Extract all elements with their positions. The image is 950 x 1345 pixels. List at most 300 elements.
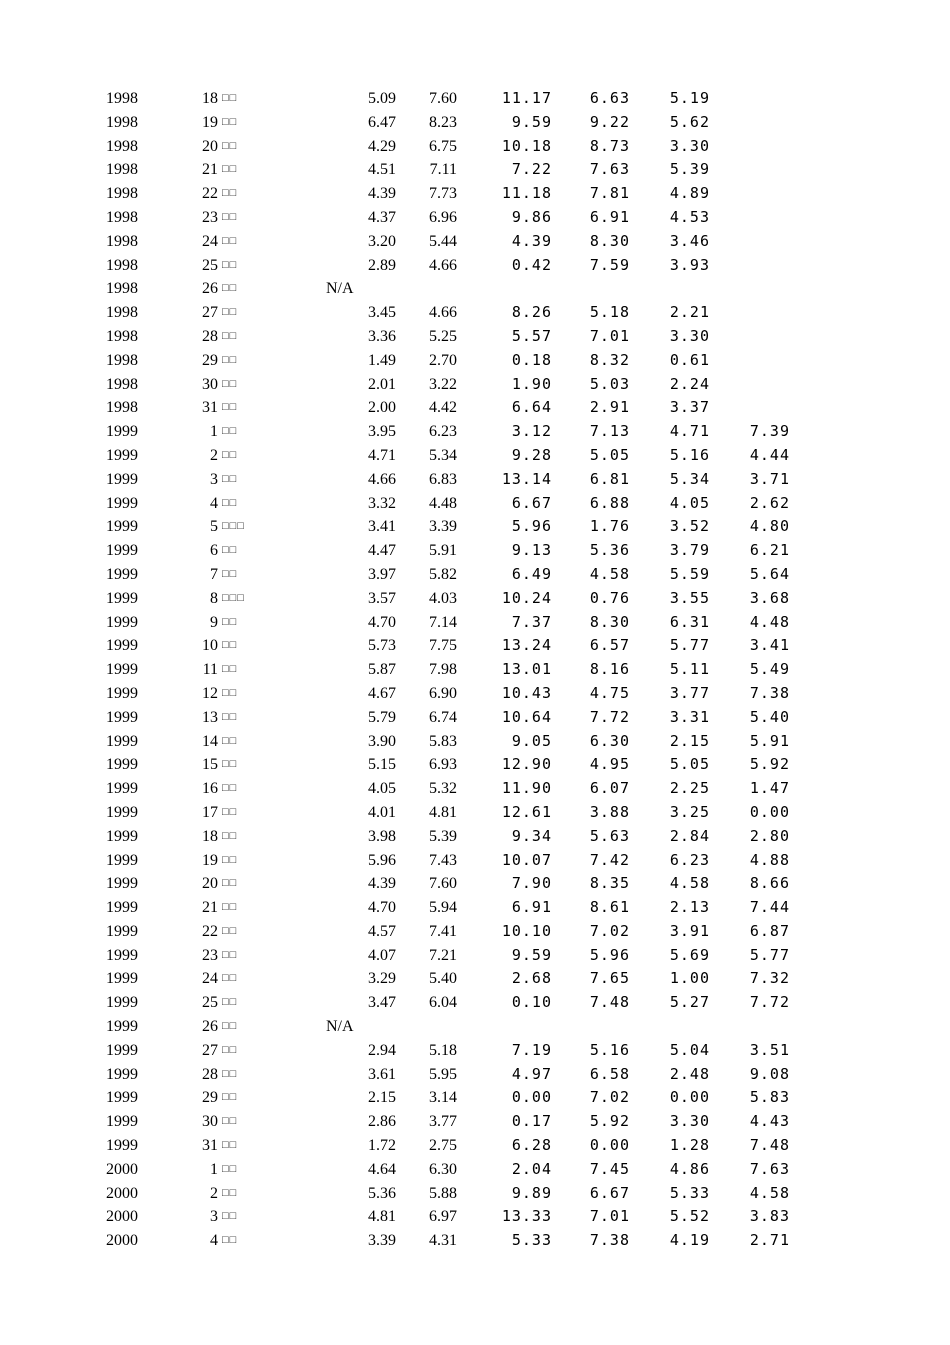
value-cell-4: 5.18 [589, 303, 630, 322]
value-cell-2: 7.11 [429, 161, 457, 179]
value-cell-3: 9.05 [511, 731, 552, 750]
value-cell-5: 3.30 [669, 1112, 710, 1131]
value-cell-2: 6.74 [429, 708, 457, 726]
year-cell: 1998 [106, 280, 138, 298]
value-cell-6: 8.66 [749, 874, 790, 893]
day-cell: 31 [202, 1137, 218, 1155]
table-row [0, 515, 950, 539]
value-cell-1: 3.20 [368, 232, 396, 250]
day-cell: 21 [202, 161, 218, 179]
day-cell: 1 [210, 423, 218, 441]
value-cell-2: 6.97 [429, 1208, 457, 1226]
table-row [0, 420, 950, 444]
table-row [0, 753, 950, 777]
table-row [0, 492, 950, 516]
value-cell-5: 3.37 [669, 398, 710, 417]
table-row [0, 587, 950, 611]
value-cell-3: 0.17 [511, 1112, 552, 1131]
value-cell-3: 4.39 [511, 231, 552, 250]
day-cell: 8 [210, 589, 218, 607]
year-cell: 2000 [106, 1208, 138, 1226]
value-cell-3: 9.86 [511, 207, 552, 226]
value-cell-5: 5.62 [669, 112, 710, 131]
day-suffix-cell: □□ [222, 472, 238, 485]
value-cell-1: 5.36 [368, 1184, 396, 1202]
value-cell-6: 3.71 [749, 469, 790, 488]
value-cell-3: 10.64 [501, 707, 552, 726]
value-cell-5: 5.16 [669, 445, 710, 464]
value-cell-1: 2.15 [368, 1089, 396, 1107]
table-row [0, 349, 950, 373]
year-cell: 2000 [106, 1232, 138, 1250]
value-cell-6: 4.58 [749, 1183, 790, 1202]
year-cell: 1998 [106, 185, 138, 203]
value-cell-3: 9.34 [511, 826, 552, 845]
table-row [0, 301, 950, 325]
value-cell-3: 9.28 [511, 445, 552, 464]
value-cell-4: 7.38 [589, 1231, 630, 1250]
year-cell: 1999 [106, 613, 138, 631]
day-cell: 12 [202, 684, 218, 702]
table-row [0, 967, 950, 991]
value-cell-4: 0.76 [589, 588, 630, 607]
value-cell-4: 6.88 [589, 493, 630, 512]
value-cell-6: 6.87 [749, 921, 790, 940]
value-cell-1: 5.73 [368, 637, 396, 655]
day-suffix-cell: □□ [222, 1139, 238, 1152]
value-cell-3: 3.12 [511, 422, 552, 441]
year-cell: 1998 [106, 90, 138, 107]
value-cell-4: 6.30 [589, 731, 630, 750]
value-cell-2: 5.40 [429, 970, 457, 988]
day-suffix-cell: □□ [222, 115, 238, 128]
table-row [0, 444, 950, 468]
year-cell: 1999 [106, 1137, 138, 1155]
day-suffix-cell: □□ [222, 710, 238, 723]
day-suffix-cell: □□□ [222, 520, 245, 533]
value-cell-5: 3.31 [669, 707, 710, 726]
value-cell-1: 4.70 [368, 899, 396, 917]
value-cell-5: 3.91 [669, 921, 710, 940]
value-cell-4: 6.63 [589, 89, 630, 107]
value-cell-6: 6.21 [749, 541, 790, 560]
value-cell-3: 6.49 [511, 564, 552, 583]
value-cell-5: 6.31 [669, 612, 710, 631]
day-cell: 4 [210, 1232, 218, 1250]
value-cell-2: 6.93 [429, 756, 457, 774]
day-cell: 24 [202, 970, 218, 988]
value-cell-6: 0.00 [749, 802, 790, 821]
day-cell: 27 [202, 1041, 218, 1059]
value-cell-3: 6.91 [511, 898, 552, 917]
value-cell-2: 4.03 [429, 589, 457, 607]
value-cell-3: 10.18 [501, 136, 552, 155]
value-cell-1: 4.51 [368, 161, 396, 179]
year-cell: 1999 [106, 518, 138, 536]
year-cell: 1998 [106, 256, 138, 274]
year-cell: 1999 [106, 827, 138, 845]
day-cell: 18 [202, 827, 218, 845]
table-row [0, 1039, 950, 1063]
table-row [0, 206, 950, 230]
table-row [0, 944, 950, 968]
value-cell-5: 3.79 [669, 541, 710, 560]
day-suffix-cell: □□ [222, 1186, 238, 1199]
year-cell: 1999 [106, 1018, 138, 1036]
value-cell-5: 5.39 [669, 160, 710, 179]
value-cell-3: 0.00 [511, 1088, 552, 1107]
value-cell-1: 4.29 [368, 137, 396, 155]
year-cell: 1998 [106, 137, 138, 155]
value-cell-3: 13.14 [501, 469, 552, 488]
table-row [0, 730, 950, 754]
year-cell: 1999 [106, 994, 138, 1012]
value-cell-2: 7.98 [429, 661, 457, 679]
value-cell-4: 8.35 [589, 874, 630, 893]
table-row [0, 801, 950, 825]
value-cell-2: 5.83 [429, 732, 457, 750]
value-cell-4: 7.42 [589, 850, 630, 869]
value-cell-3: 9.89 [511, 1183, 552, 1202]
value-cell-4: 7.13 [589, 422, 630, 441]
value-cell-1: 3.61 [368, 1065, 396, 1083]
year-cell: 1999 [106, 780, 138, 798]
value-cell-4: 7.59 [589, 255, 630, 274]
day-suffix-cell: □□ [222, 329, 238, 342]
day-suffix-cell: □□ [222, 805, 238, 818]
value-cell-3: 7.90 [511, 874, 552, 893]
value-cell-1: 5.87 [368, 661, 396, 679]
value-cell-1: 4.70 [368, 613, 396, 631]
day-cell: 11 [202, 661, 218, 679]
value-cell-1: 4.57 [368, 922, 396, 940]
day-cell: 29 [202, 351, 218, 369]
value-cell-2: 5.94 [429, 899, 457, 917]
value-cell-4: 3.88 [589, 802, 630, 821]
value-cell-5: 4.89 [669, 184, 710, 203]
value-cell-5: 2.13 [669, 898, 710, 917]
value-cell-6: 5.91 [749, 731, 790, 750]
day-suffix-cell: □□ [222, 210, 238, 223]
day-cell: 7 [210, 565, 218, 583]
table-row [0, 1134, 950, 1158]
value-cell-2: 5.95 [429, 1065, 457, 1083]
value-cell-4: 5.63 [589, 826, 630, 845]
value-cell-1: 5.09 [368, 90, 396, 107]
table-row [0, 396, 950, 420]
value-cell-5: 5.34 [669, 469, 710, 488]
value-cell-6: 9.08 [749, 1064, 790, 1083]
value-cell-4: 7.48 [589, 993, 630, 1012]
value-cell-5: 5.77 [669, 636, 710, 655]
value-cell-2: 7.43 [429, 851, 457, 869]
value-cell-5: 5.27 [669, 993, 710, 1012]
year-cell: 1999 [106, 851, 138, 869]
day-cell: 6 [210, 542, 218, 560]
value-cell-5: 2.21 [669, 303, 710, 322]
value-cell-3: 0.18 [511, 350, 552, 369]
value-cell-3: 9.59 [511, 945, 552, 964]
value-cell-2: 4.66 [429, 256, 457, 274]
value-cell-3: 9.59 [511, 112, 552, 131]
value-cell-2: 5.88 [429, 1184, 457, 1202]
year-cell: 1998 [106, 113, 138, 131]
day-cell: 18 [202, 90, 218, 107]
day-suffix-cell: □□ [222, 924, 238, 937]
value-cell-1: 3.97 [368, 565, 396, 583]
day-cell: 16 [202, 780, 218, 798]
value-cell-4: 4.58 [589, 564, 630, 583]
value-cell-1: 3.90 [368, 732, 396, 750]
value-cell-1: 1.49 [368, 351, 396, 369]
value-cell-3: 13.24 [501, 636, 552, 655]
value-cell-2: 7.14 [429, 613, 457, 631]
day-cell: 2 [210, 446, 218, 464]
day-suffix-cell: □□ [222, 829, 238, 842]
value-cell-5: 0.61 [669, 350, 710, 369]
value-cell-2: 5.18 [429, 1041, 457, 1059]
value-cell-6: 3.51 [749, 1040, 790, 1059]
value-cell-6: 4.43 [749, 1112, 790, 1131]
year-cell: 1998 [106, 399, 138, 417]
day-cell: 19 [202, 851, 218, 869]
value-cell-5: 1.28 [669, 1136, 710, 1155]
value-cell-2: 7.41 [429, 922, 457, 940]
year-cell: 1998 [106, 208, 138, 226]
table-row [0, 1229, 950, 1253]
value-cell-3: 8.26 [511, 303, 552, 322]
value-cell-2: 6.96 [429, 208, 457, 226]
table-row [0, 611, 950, 635]
value-cell-5: 2.84 [669, 826, 710, 845]
value-cell-4: 0.00 [589, 1136, 630, 1155]
table-row [0, 1205, 950, 1229]
value-cell-4: 6.81 [589, 469, 630, 488]
value-cell-4: 8.73 [589, 136, 630, 155]
value-cell-1: 5.79 [368, 708, 396, 726]
day-suffix-cell: □□ [222, 996, 238, 1009]
day-cell: 23 [202, 946, 218, 964]
value-cell-4: 8.30 [589, 231, 630, 250]
data-table [0, 87, 950, 1253]
value-cell-4: 8.16 [589, 660, 630, 679]
table-row [0, 373, 950, 397]
table-row [0, 706, 950, 730]
value-cell-5: 2.48 [669, 1064, 710, 1083]
value-cell-4: 5.03 [589, 374, 630, 393]
year-cell: 1998 [106, 232, 138, 250]
day-cell: 28 [202, 327, 218, 345]
value-cell-3: 9.13 [511, 541, 552, 560]
day-cell: 30 [202, 375, 218, 393]
day-suffix-cell: □□ [222, 163, 238, 176]
value-cell-4: 2.91 [589, 398, 630, 417]
value-cell-3: 6.67 [511, 493, 552, 512]
day-suffix-cell: □□ [222, 663, 238, 676]
year-cell: 1999 [106, 946, 138, 964]
value-cell-3: 10.43 [501, 683, 552, 702]
value-cell-1: 4.05 [368, 780, 396, 798]
value-cell-2: 7.75 [429, 637, 457, 655]
value-cell-1: 4.01 [368, 803, 396, 821]
year-cell: 1999 [106, 589, 138, 607]
value-cell-5: 4.53 [669, 207, 710, 226]
value-cell-6: 2.80 [749, 826, 790, 845]
na-cell: N/A [326, 280, 354, 298]
value-cell-3: 11.17 [501, 89, 552, 107]
value-cell-4: 6.58 [589, 1064, 630, 1083]
value-cell-3: 10.10 [501, 921, 552, 940]
day-suffix-cell: □□ [222, 1210, 238, 1223]
day-cell: 2 [210, 1184, 218, 1202]
day-cell: 5 [210, 518, 218, 536]
value-cell-1: 4.07 [368, 946, 396, 964]
table-row [0, 111, 950, 135]
day-cell: 25 [202, 256, 218, 274]
day-suffix-cell: □□ [222, 401, 238, 414]
value-cell-5: 3.52 [669, 517, 710, 536]
value-cell-2: 5.32 [429, 780, 457, 798]
day-suffix-cell: □□ [222, 686, 238, 699]
table-row [0, 563, 950, 587]
value-cell-2: 7.60 [429, 875, 457, 893]
value-cell-1: 4.39 [368, 185, 396, 203]
value-cell-6: 7.48 [749, 1136, 790, 1155]
value-cell-5: 4.05 [669, 493, 710, 512]
value-cell-4: 7.72 [589, 707, 630, 726]
value-cell-4: 1.76 [589, 517, 630, 536]
day-cell: 29 [202, 1089, 218, 1107]
value-cell-2: 5.91 [429, 542, 457, 560]
value-cell-5: 4.19 [669, 1231, 710, 1250]
value-cell-1: 3.95 [368, 423, 396, 441]
table-row [0, 872, 950, 896]
day-suffix-cell: □□ [222, 948, 238, 961]
day-cell: 22 [202, 185, 218, 203]
value-cell-5: 2.15 [669, 731, 710, 750]
day-cell: 14 [202, 732, 218, 750]
year-cell: 1999 [106, 970, 138, 988]
year-cell: 1999 [106, 1113, 138, 1131]
value-cell-2: 7.73 [429, 185, 457, 203]
value-cell-4: 6.07 [589, 779, 630, 798]
day-suffix-cell: □□ [222, 734, 238, 747]
value-cell-6: 7.39 [749, 422, 790, 441]
value-cell-1: 4.71 [368, 446, 396, 464]
value-cell-2: 3.39 [429, 518, 457, 536]
table-row [0, 849, 950, 873]
value-cell-1: 4.37 [368, 208, 396, 226]
value-cell-2: 5.44 [429, 232, 457, 250]
year-cell: 1999 [106, 756, 138, 774]
year-cell: 1998 [106, 375, 138, 393]
value-cell-2: 4.81 [429, 803, 457, 821]
value-cell-2: 4.48 [429, 494, 457, 512]
value-cell-4: 6.67 [589, 1183, 630, 1202]
value-cell-1: 5.15 [368, 756, 396, 774]
value-cell-4: 7.01 [589, 326, 630, 345]
day-cell: 25 [202, 994, 218, 1012]
value-cell-2: 5.82 [429, 565, 457, 583]
day-suffix-cell: □□ [222, 1043, 238, 1056]
day-suffix-cell: □□ [222, 1091, 238, 1104]
value-cell-5: 4.86 [669, 1159, 710, 1178]
value-cell-1: 3.39 [368, 1232, 396, 1250]
table-row [0, 991, 950, 1015]
value-cell-5: 3.55 [669, 588, 710, 607]
value-cell-2: 2.75 [429, 1137, 457, 1155]
day-suffix-cell: □□ [222, 1020, 238, 1033]
value-cell-1: 3.32 [368, 494, 396, 512]
day-cell: 27 [202, 304, 218, 322]
day-suffix-cell: □□ [222, 306, 238, 319]
value-cell-6: 2.62 [749, 493, 790, 512]
table-row [0, 1063, 950, 1087]
value-cell-6: 2.71 [749, 1231, 790, 1250]
value-cell-4: 8.32 [589, 350, 630, 369]
day-suffix-cell: □□ [222, 758, 238, 771]
year-cell: 1998 [106, 304, 138, 322]
value-cell-5: 3.25 [669, 802, 710, 821]
value-cell-4: 7.45 [589, 1159, 630, 1178]
value-cell-4: 5.05 [589, 445, 630, 464]
table-row [0, 325, 950, 349]
value-cell-5: 3.30 [669, 326, 710, 345]
value-cell-4: 7.63 [589, 160, 630, 179]
day-suffix-cell: □□ [222, 544, 238, 557]
value-cell-1: 2.94 [368, 1041, 396, 1059]
value-cell-2: 4.66 [429, 304, 457, 322]
value-cell-2: 6.23 [429, 423, 457, 441]
value-cell-1: 3.45 [368, 304, 396, 322]
value-cell-5: 0.00 [669, 1088, 710, 1107]
na-cell: N/A [326, 1018, 354, 1036]
value-cell-2: 6.30 [429, 1160, 457, 1178]
value-cell-6: 4.48 [749, 612, 790, 631]
value-cell-1: 5.96 [368, 851, 396, 869]
day-suffix-cell: □□ [222, 448, 238, 461]
year-cell: 1999 [106, 494, 138, 512]
value-cell-4: 9.22 [589, 112, 630, 131]
value-cell-4: 8.30 [589, 612, 630, 631]
value-cell-3: 5.33 [511, 1231, 552, 1250]
value-cell-2: 5.34 [429, 446, 457, 464]
year-cell: 1999 [106, 470, 138, 488]
value-cell-1: 2.01 [368, 375, 396, 393]
value-cell-5: 5.04 [669, 1040, 710, 1059]
day-suffix-cell: □□ [222, 972, 238, 985]
year-cell: 2000 [106, 1160, 138, 1178]
value-cell-6: 1.47 [749, 779, 790, 798]
day-cell: 3 [210, 1208, 218, 1226]
day-suffix-cell: □□ [222, 1115, 238, 1128]
value-cell-2: 6.83 [429, 470, 457, 488]
value-cell-5: 6.23 [669, 850, 710, 869]
year-cell: 1999 [106, 899, 138, 917]
value-cell-2: 4.31 [429, 1232, 457, 1250]
table-row [0, 158, 950, 182]
day-suffix-cell: □□ [222, 1067, 238, 1080]
year-cell: 1999 [106, 708, 138, 726]
day-cell: 20 [202, 875, 218, 893]
value-cell-4: 8.61 [589, 898, 630, 917]
value-cell-2: 5.25 [429, 327, 457, 345]
day-cell: 23 [202, 208, 218, 226]
value-cell-4: 5.96 [589, 945, 630, 964]
year-cell: 1999 [106, 637, 138, 655]
value-cell-1: 4.39 [368, 875, 396, 893]
value-cell-4: 6.91 [589, 207, 630, 226]
